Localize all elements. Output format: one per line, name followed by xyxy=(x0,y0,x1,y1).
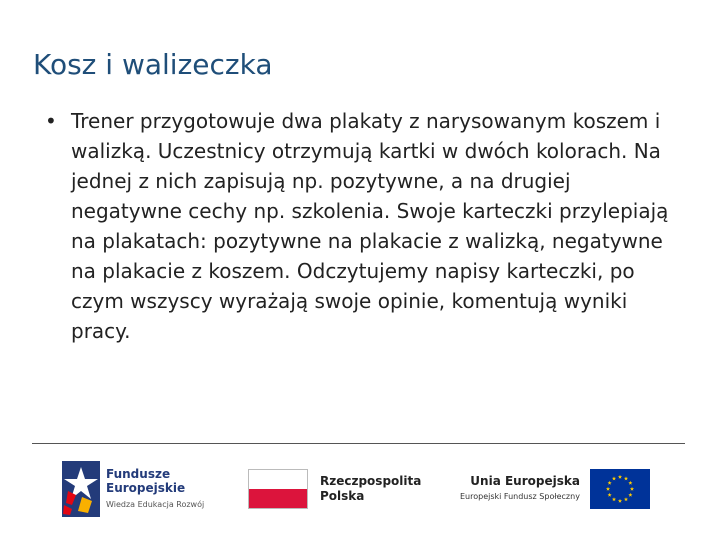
slide-title: Kosz i walizeczka xyxy=(33,48,273,81)
footer-divider xyxy=(32,443,685,444)
unia-europejska-logo xyxy=(460,469,650,509)
fundusze-line3: Wiedza Edukacja Rozwój xyxy=(106,499,205,509)
fundusze-text xyxy=(106,467,204,512)
slide-content xyxy=(45,106,675,346)
unia-text xyxy=(460,473,580,505)
poland-flag-icon xyxy=(248,469,308,509)
rzeczpospolita-line2: Polska xyxy=(320,489,365,503)
bullet-item xyxy=(45,106,675,346)
bullet-dot: • xyxy=(45,109,57,133)
footer-logos xyxy=(0,455,720,525)
fundusze-line1: Fundusze xyxy=(106,466,171,481)
bullet-text: Trener przygotowuje dwa plakaty z narysowanym koszem i walizką. Uczestnicy otrzymują kartki w dwóch kolorach. Na jednej z nich zapisują np. pozytywne, a na drugiej negatywne cechy np. szkolenia. Swoje karteczki przylepiają na plakatach: pozytywne na plakacie z walizką, negatywne na plakacie z koszem. Odczytujemy napisy karteczki, po czym wszyscy wyrażają swoje opinie, komentują wyniki pracy. xyxy=(71,109,669,343)
fundusze-europejskie-logo xyxy=(62,461,204,517)
fundusze-line2: Europejskie xyxy=(106,480,186,495)
unia-line2: Europejski Fundusz Społeczny xyxy=(460,492,580,501)
rzeczpospolita-logo xyxy=(248,469,421,509)
eu-flag-icon xyxy=(590,469,650,509)
unia-line1: Unia Europejska xyxy=(470,474,580,488)
rzeczpospolita-text xyxy=(320,474,421,504)
fundusze-europejskie-star-icon xyxy=(62,461,100,517)
rzeczpospolita-line1: Rzeczpospolita xyxy=(320,474,422,488)
